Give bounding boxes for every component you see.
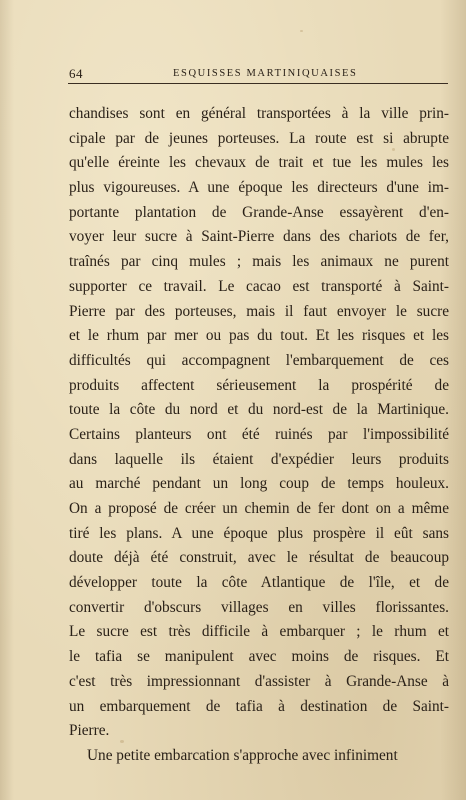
- text-line: voyer leur sucre à Saint-Pierre dans des chariots de fer,: [69, 228, 449, 246]
- text-line: doute déjà été construit, avec le résultat de beaucoup: [69, 549, 449, 567]
- page-header: [69, 66, 447, 84]
- text-line: au marché pendant un long coup de temps houleux.: [69, 475, 449, 493]
- text-line: difficultés qui accompagnent l'embarquement de ces: [69, 351, 449, 369]
- header-rule: [68, 83, 448, 84]
- text-line: supporter ce travail. Le cacao est transporté à Saint-: [69, 277, 449, 295]
- text-line: un embarquement de tafia à destination de Saint-: [69, 697, 449, 715]
- text-line: c'est très impressionnant d'assister à Grande-Anse à: [69, 672, 449, 690]
- text-line: le tafia se manipulent avec moins de risques. Et: [69, 648, 449, 666]
- text-line: Pierre par des porteuses, mais il faut envoyer le sucre: [69, 302, 449, 320]
- text-line: chandises sont en général transportées à la ville prin-: [69, 105, 449, 122]
- body-text: [69, 102, 449, 769]
- text-line: développer toute la côte Atlantique de l'île, et de: [69, 574, 449, 592]
- text-line: produits affectent sérieusement la prospérité de: [69, 376, 449, 394]
- text-line: cipale par de jeunes porteuses. La route est si abrupte: [69, 129, 449, 147]
- text-line: portante plantation de Grande-Anse essayèrent d'en-: [69, 203, 449, 221]
- text-line: Pierre.: [69, 722, 110, 740]
- text-line: qu'elle éreinte les chevaux de trait et tue les mules les: [69, 154, 449, 172]
- text-line: dans laquelle ils étaient d'expédier leurs produits: [69, 450, 449, 468]
- paper-stain: [300, 30, 303, 32]
- text-line: Certains planteurs ont été ruinés par l'impossibilité: [69, 425, 449, 443]
- text-line: convertir d'obscurs villages en villes florissantes.: [69, 598, 449, 616]
- text-line: et le rhum par mer ou pas du tout. Et les risques et les: [69, 327, 449, 345]
- text-line: On a proposé de créer un chemin de fer dont on a même: [69, 500, 449, 517]
- running-title: ESQUISSES MARTINIQUAISES: [173, 68, 358, 79]
- page-number: 64: [69, 66, 83, 81]
- text-line: traînés par cinq mules ; mais les animaux ne purent: [69, 253, 449, 271]
- text-line: toute la côte du nord et du nord-est de la Martinique.: [69, 401, 449, 419]
- text-line: plus vigoureuses. A une époque les directeurs d'une im-: [69, 179, 449, 197]
- text-line: Le sucre est très difficile à embarquer ; le rhum et: [69, 623, 449, 641]
- text-line: tiré les plans. A une époque plus prospère il eût sans: [69, 524, 449, 542]
- text-line: Une petite embarcation s'approche avec infiniment: [87, 746, 398, 764]
